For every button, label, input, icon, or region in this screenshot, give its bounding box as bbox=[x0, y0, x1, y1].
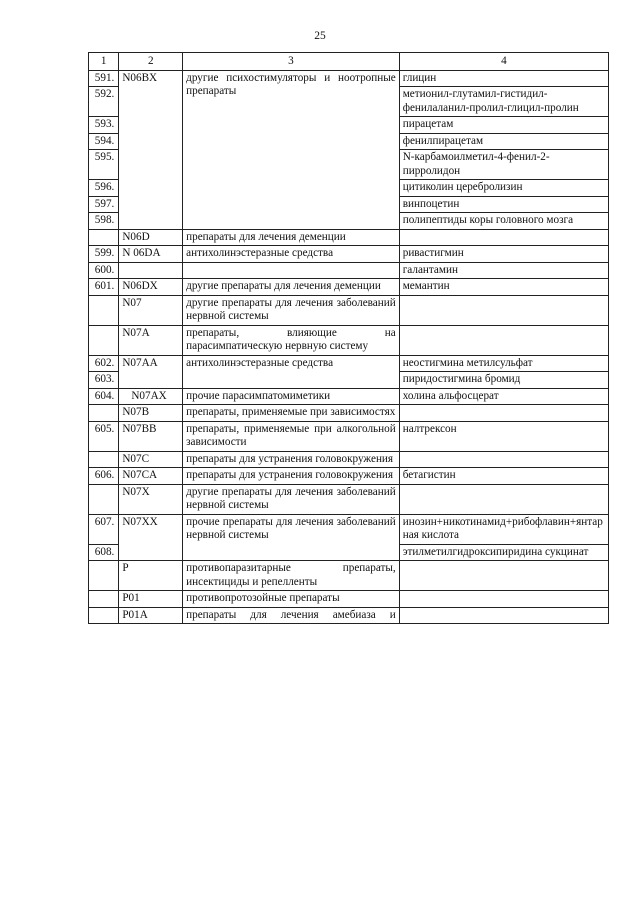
group-description: препараты для устранения головокружения bbox=[183, 451, 400, 468]
drug-name: неостигмина метилсульфат bbox=[399, 355, 608, 372]
drug-name bbox=[399, 451, 608, 468]
drug-name: полипептиды коры головного мозга bbox=[399, 213, 608, 230]
row-number bbox=[89, 607, 119, 624]
header-cell-3: 3 bbox=[183, 53, 400, 71]
group-description: противопротозойные препараты bbox=[183, 591, 400, 608]
drug-name: мемантин bbox=[399, 279, 608, 296]
drug-name: фенилпирацетам bbox=[399, 133, 608, 150]
drug-name: галантамин bbox=[399, 262, 608, 279]
atc-code: P01 bbox=[119, 591, 183, 608]
group-description: антихолинэстеразные средства bbox=[183, 355, 400, 388]
atc-code: N07XX bbox=[119, 514, 183, 561]
header-row bbox=[89, 53, 609, 71]
group-description: препараты для устранения головокружения bbox=[183, 468, 400, 485]
table-row bbox=[89, 229, 609, 246]
row-number: 603. bbox=[89, 372, 119, 389]
row-number bbox=[89, 484, 119, 514]
group-description: препараты для лечения деменции bbox=[183, 229, 400, 246]
drug-name bbox=[399, 591, 608, 608]
table-row bbox=[89, 246, 609, 263]
row-number bbox=[89, 405, 119, 422]
drug-name bbox=[399, 325, 608, 355]
drug-name: холина альфосцерат bbox=[399, 388, 608, 405]
drug-name: пирацетам bbox=[399, 117, 608, 134]
atc-code: N07A bbox=[119, 325, 183, 355]
group-description: другие психостимуляторы и ноотропные препараты bbox=[183, 70, 400, 229]
group-description bbox=[183, 262, 400, 279]
row-number: 596. bbox=[89, 180, 119, 197]
atc-code: N06DX bbox=[119, 279, 183, 296]
row-number bbox=[89, 229, 119, 246]
atc-code: N07BB bbox=[119, 421, 183, 451]
table-row bbox=[89, 514, 609, 544]
group-description: препараты, влияющие на парасимпатическую нервную систему bbox=[183, 325, 400, 355]
table-row bbox=[89, 262, 609, 279]
row-number: 608. bbox=[89, 544, 119, 561]
table-row bbox=[89, 421, 609, 451]
drug-name bbox=[399, 561, 608, 591]
group-description: противопаразитарные препараты, инсектициды и репелленты bbox=[183, 561, 400, 591]
drug-name: пиридостигмина бромид bbox=[399, 372, 608, 389]
row-number bbox=[89, 451, 119, 468]
atc-code: P bbox=[119, 561, 183, 591]
atc-code: N06BX bbox=[119, 70, 183, 229]
row-number: 600. bbox=[89, 262, 119, 279]
table-row bbox=[89, 279, 609, 296]
header-cell-4: 4 bbox=[399, 53, 608, 71]
drug-table bbox=[88, 52, 609, 624]
row-number: 591. bbox=[89, 70, 119, 87]
drug-name: ривастигмин bbox=[399, 246, 608, 263]
row-number: 599. bbox=[89, 246, 119, 263]
drug-name: глицин bbox=[399, 70, 608, 87]
row-number: 604. bbox=[89, 388, 119, 405]
atc-code: N 06DA bbox=[119, 246, 183, 263]
header-cell-2: 2 bbox=[119, 53, 183, 71]
drug-name: бетагистин bbox=[399, 468, 608, 485]
table-row bbox=[89, 405, 609, 422]
atc-code bbox=[119, 262, 183, 279]
table-row bbox=[89, 468, 609, 485]
atc-code: N07AA bbox=[119, 355, 183, 388]
drug-name: инозин+никотинамид+рибофлавин+янтарная кислота bbox=[399, 514, 608, 544]
row-number: 593. bbox=[89, 117, 119, 134]
atc-code: P01A bbox=[119, 607, 183, 624]
table-row bbox=[89, 388, 609, 405]
row-number bbox=[89, 295, 119, 325]
table-row bbox=[89, 451, 609, 468]
atc-code: N07C bbox=[119, 451, 183, 468]
drug-name bbox=[399, 229, 608, 246]
drug-name: этилметилгидроксипиридина сукцинат bbox=[399, 544, 608, 561]
table-row bbox=[89, 325, 609, 355]
table-row bbox=[89, 355, 609, 372]
group-description: препараты, применяемые при алкогольной зависимости bbox=[183, 421, 400, 451]
drug-name: цитиколин церебролизин bbox=[399, 180, 608, 197]
drug-name: метионил-глутамил-гистидил-фенилаланил-пролил-глицил-пролин bbox=[399, 87, 608, 117]
atc-code: N06D bbox=[119, 229, 183, 246]
table-row bbox=[89, 70, 609, 87]
group-description: препараты для лечения амебиаза и bbox=[183, 607, 400, 624]
atc-code: N07X bbox=[119, 484, 183, 514]
atc-code: N07AX bbox=[119, 388, 183, 405]
group-description: антихолинэстеразные средства bbox=[183, 246, 400, 263]
row-number: 594. bbox=[89, 133, 119, 150]
drug-name: N-карбамоилметил-4-фенил-2-пирролидон bbox=[399, 150, 608, 180]
drug-name: налтрексон bbox=[399, 421, 608, 451]
row-number: 597. bbox=[89, 196, 119, 213]
row-number: 607. bbox=[89, 514, 119, 544]
row-number: 598. bbox=[89, 213, 119, 230]
row-number bbox=[89, 591, 119, 608]
row-number bbox=[89, 325, 119, 355]
atc-code: N07CA bbox=[119, 468, 183, 485]
group-description: прочие парасимпатомиметики bbox=[183, 388, 400, 405]
group-description: препараты, применяемые при зависимостях bbox=[183, 405, 400, 422]
header-cell-1: 1 bbox=[89, 53, 119, 71]
group-description: другие препараты для лечения заболеваний нервной системы bbox=[183, 484, 400, 514]
drug-name bbox=[399, 405, 608, 422]
table-row bbox=[89, 591, 609, 608]
row-number: 595. bbox=[89, 150, 119, 180]
row-number: 601. bbox=[89, 279, 119, 296]
drug-name bbox=[399, 607, 608, 624]
group-description: другие препараты для лечения деменции bbox=[183, 279, 400, 296]
atc-code: N07 bbox=[119, 295, 183, 325]
table-row bbox=[89, 607, 609, 624]
row-number: 605. bbox=[89, 421, 119, 451]
drug-name bbox=[399, 295, 608, 325]
drug-name bbox=[399, 484, 608, 514]
atc-code: N07B bbox=[119, 405, 183, 422]
group-description: другие препараты для лечения заболеваний нервной системы bbox=[183, 295, 400, 325]
table-row bbox=[89, 561, 609, 591]
page-number: 25 bbox=[314, 30, 326, 42]
table-row bbox=[89, 484, 609, 514]
row-number: 606. bbox=[89, 468, 119, 485]
row-number bbox=[89, 561, 119, 591]
group-description: прочие препараты для лечения заболеваний нервной системы bbox=[183, 514, 400, 561]
table-row bbox=[89, 295, 609, 325]
drug-name: винпоцетин bbox=[399, 196, 608, 213]
row-number: 602. bbox=[89, 355, 119, 372]
row-number: 592. bbox=[89, 87, 119, 117]
